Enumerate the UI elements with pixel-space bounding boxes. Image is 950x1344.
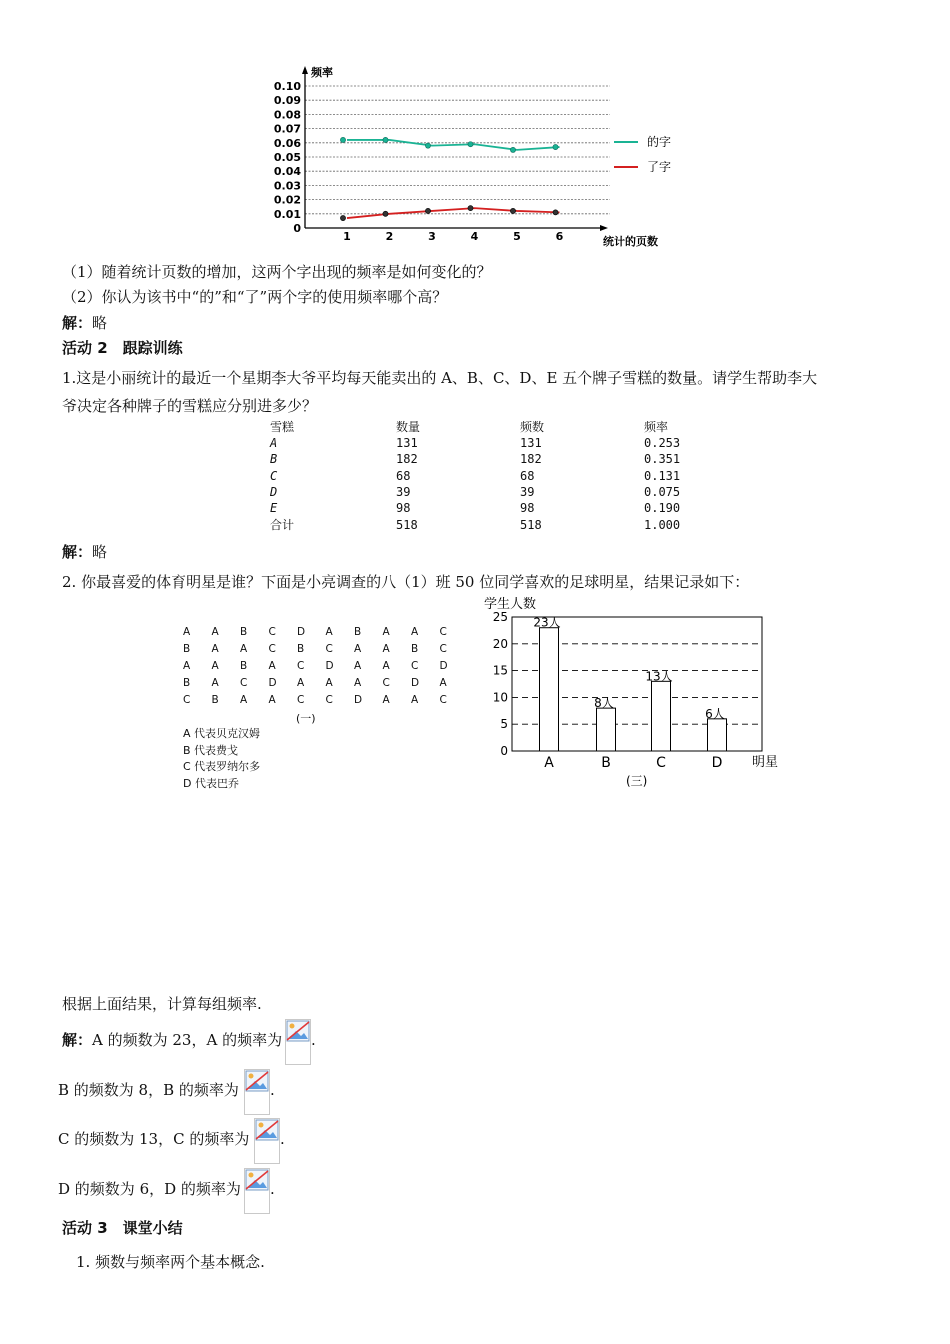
bar-y-tick-label: 10 (492, 690, 508, 705)
y-tick-label: 0.08 (273, 108, 301, 122)
table-cell: D (270, 485, 278, 500)
data-point (425, 143, 430, 148)
line-chart-series (340, 137, 559, 220)
table-cell: 39 (520, 485, 535, 500)
solution-a-period: . (311, 1031, 316, 1049)
bar-A (540, 628, 559, 751)
data-point (510, 147, 515, 152)
table-cell: 0.253 (644, 436, 681, 451)
solution-b: B 的频数为 8，B 的频率为 (58, 1081, 239, 1099)
table-cell: B (270, 452, 278, 467)
survey-row (183, 694, 468, 711)
bar-data-label: 13人 (645, 669, 673, 684)
data-point (510, 208, 515, 213)
table-cell: E (270, 501, 278, 516)
table-cell: 0.190 (644, 501, 681, 516)
survey-letter: B (183, 677, 191, 689)
table-row (270, 451, 724, 467)
table-cell: 数量 (396, 420, 421, 434)
solution-b-period: . (270, 1081, 275, 1099)
series-line-le (347, 208, 560, 218)
solution-d-period: . (270, 1180, 275, 1198)
x-tick-label: 4 (470, 230, 479, 243)
data-point (553, 210, 558, 215)
table-cell: 1.000 (644, 517, 681, 532)
survey-letter: A (439, 677, 447, 689)
survey-letter: B (411, 643, 419, 655)
survey-row (183, 643, 468, 660)
x-tick-label: 6 (555, 230, 564, 243)
legend-label-le: 了字 (647, 160, 672, 174)
bar-category-label: B (601, 755, 611, 771)
table-cell: 131 (396, 436, 418, 451)
bar-data-label: 8人 (594, 696, 614, 711)
survey-row (183, 626, 468, 643)
table-row (270, 500, 724, 516)
table-cell: 雪糕 (270, 420, 295, 434)
solution-a-text: A 的频数为 23，A 的频率为 (92, 1031, 283, 1049)
problem-2: 2. 你最喜爱的体育明星是谁？下面是小亮调查的八（1）班 50 位同学喜欢的足球明星，结果记录如下： (62, 573, 750, 591)
table-cell: 0.075 (644, 485, 681, 500)
survey-letter: D (325, 660, 334, 672)
data-point (425, 208, 430, 213)
x-tick-label: 5 (513, 230, 521, 243)
survey-row (183, 677, 468, 694)
survey-letter: A (297, 677, 305, 689)
survey-letter: C (297, 660, 305, 672)
line-chart-legend (614, 135, 671, 174)
frequency-line-chart (0, 0, 950, 260)
bar-chart-y-ticks (493, 610, 508, 758)
bar-y-tick-label: 5 (500, 717, 508, 732)
survey-letter: C (411, 660, 419, 672)
y-tick-label: 0.07 (273, 122, 301, 136)
survey-letter: A (354, 660, 362, 672)
table-cell: A (270, 436, 278, 451)
survey-legend-item: A 代表贝克汉姆 (183, 727, 261, 740)
broken-image-icon (245, 1169, 269, 1191)
survey-letter: A (411, 694, 419, 706)
survey-letter: C (268, 626, 276, 638)
survey-letter: A (382, 660, 390, 672)
survey-letter: C (297, 694, 305, 706)
survey-letter: C (240, 677, 248, 689)
data-point (383, 137, 388, 142)
y-tick-label: 0.02 (273, 193, 301, 207)
y-tick-label: 0 (293, 222, 301, 235)
solution-a-label: 解： (62, 1031, 93, 1049)
y-axis-arrow (302, 66, 308, 74)
survey-letter: D (411, 677, 420, 689)
survey-letter: A (240, 643, 248, 655)
solution-c: C 的频数为 13，C 的频率为 (58, 1130, 250, 1148)
bar-data-label: 23人 (533, 615, 561, 630)
table-cell: 131 (520, 436, 542, 451)
legend-label-de: 的字 (647, 135, 672, 149)
bar-y-tick-label: 0 (500, 744, 508, 758)
survey-letter: D (268, 677, 277, 689)
bar-category-label: A (544, 755, 554, 771)
question-1: （1）随着统计页数的增加，这两个字出现的频率是如何变化的？ (62, 263, 492, 281)
survey-letter: B (240, 660, 248, 672)
table-cell: 182 (520, 452, 542, 467)
survey-letter: A (183, 626, 191, 638)
table-cell: 合计 (270, 518, 295, 533)
survey-letter: A (382, 694, 390, 706)
solution-a (62, 1030, 282, 1050)
survey-legend-item: C 代表罗纳尔多 (183, 760, 261, 773)
data-point (468, 206, 473, 211)
survey-letter: A (354, 643, 362, 655)
y-tick-label: 0.01 (273, 207, 301, 221)
survey-letter: D (297, 626, 306, 638)
survey-letter: A (325, 677, 333, 689)
survey-letter: A (382, 643, 390, 655)
problem-1-line-2: 爷决定各种牌子的雪糕应分别进多少？ (62, 397, 318, 415)
bar-chart-caption: (三) (626, 774, 648, 788)
survey-letter: B (211, 694, 219, 706)
bar-C (652, 681, 671, 751)
survey-letter: A (268, 694, 276, 706)
line-chart-x-ticks (343, 230, 564, 243)
bar-data-label: 6人 (705, 706, 725, 721)
table-cell: 98 (520, 501, 535, 516)
survey-letter: C (382, 677, 390, 689)
table-cell: 68 (396, 468, 411, 483)
survey-letter: A (211, 677, 219, 689)
survey-legend-item: B 代表费戈 (183, 743, 239, 757)
missing-formula-image-b (244, 1069, 270, 1115)
icecream-table-body (270, 418, 724, 533)
table-row (270, 516, 724, 533)
survey-letter: A (382, 626, 390, 638)
x-axis-arrow (600, 225, 608, 231)
survey-letter: A (240, 694, 248, 706)
calc-instruction: 根据上面结果，计算每组频率. (62, 995, 262, 1013)
survey-letter: C (439, 643, 447, 655)
bar-D (708, 719, 727, 751)
data-point (340, 215, 345, 220)
broken-image-icon (286, 1020, 310, 1042)
survey-letter: A (325, 626, 333, 638)
data-point (553, 144, 558, 149)
x-axis-label: 统计的页数 (603, 235, 658, 248)
bar-x-axis-label: 明星 (752, 755, 779, 770)
bar-y-tick-label: 20 (492, 636, 508, 651)
table-cell: 0.351 (644, 452, 681, 467)
activity-3-title: 活动 3 课堂小结 (62, 1219, 183, 1237)
answer-1 (62, 313, 107, 333)
missing-formula-image-a (285, 1019, 311, 1065)
icecream-table (270, 418, 724, 533)
survey-letter: C (439, 626, 447, 638)
bar-category-label: C (656, 755, 666, 771)
solution-d: D 的频数为 6，D 的频率为 (58, 1180, 241, 1198)
table-cell: 518 (396, 517, 418, 532)
bar-chart-bars (533, 616, 726, 771)
bar-y-axis-label: 学生人数 (484, 597, 537, 612)
y-tick-label: 0.10 (273, 80, 301, 93)
survey-letter: A (211, 660, 219, 672)
line-chart-y-ticks (274, 80, 301, 235)
survey-letter: A (211, 626, 219, 638)
solution-c-period: . (280, 1130, 285, 1148)
survey-letter: D (439, 660, 448, 672)
table-cell: 518 (520, 517, 542, 532)
y-tick-label: 0.04 (273, 165, 301, 179)
line-chart-grid (305, 86, 610, 214)
table-row (270, 468, 724, 484)
data-point (340, 137, 345, 142)
survey-letter: C (325, 694, 333, 706)
answer-2-text: 略 (92, 543, 108, 561)
survey-letter: C (439, 694, 447, 706)
survey-letter: B (354, 626, 362, 638)
survey-letter: A (211, 643, 219, 655)
missing-formula-image-c (254, 1118, 280, 1164)
survey-legend-item: D 代表巴乔 (183, 776, 239, 790)
table-header-row (270, 418, 724, 435)
question-2: （2）你认为该书中“的”和“了”两个字的使用频率哪个高？ (62, 288, 448, 306)
survey-letter: A (183, 660, 191, 672)
bar-category-label: D (711, 755, 723, 771)
x-tick-label: 3 (428, 230, 436, 243)
y-tick-label: 0.09 (273, 94, 301, 108)
x-tick-label: 2 (385, 230, 394, 243)
missing-formula-image-d (244, 1168, 270, 1214)
bar-y-tick-label: 15 (492, 663, 508, 678)
survey-letter: C (325, 643, 333, 655)
data-point (383, 211, 388, 216)
answer-1-label: 解： (62, 314, 93, 332)
survey-letter: C (183, 694, 191, 706)
survey-letter: A (354, 677, 362, 689)
survey-letter: C (268, 643, 276, 655)
student-count-bar-chart (470, 590, 790, 795)
summary-item-1: 1. 频数与频率两个基本概念. (76, 1253, 265, 1271)
broken-image-icon (245, 1070, 269, 1092)
broken-image-icon (255, 1119, 279, 1141)
y-tick-label: 0.03 (273, 179, 301, 193)
table-cell: 频数 (520, 420, 545, 434)
table-cell: 频率 (644, 420, 669, 434)
answer-2-label: 解： (62, 543, 93, 561)
survey-letter: D (354, 694, 363, 706)
survey-letter-grid (183, 626, 468, 711)
survey-letter: A (411, 626, 419, 638)
table-cell: 0.131 (644, 468, 681, 483)
survey-legend (183, 726, 260, 792)
x-tick-label: 1 (343, 230, 351, 243)
table-cell: C (270, 468, 278, 483)
table-row (270, 435, 724, 451)
survey-letter: B (297, 643, 305, 655)
table-cell: 39 (396, 485, 411, 500)
bar-B (597, 708, 616, 751)
survey-letter: B (240, 626, 248, 638)
survey-caption: (一) (296, 712, 316, 725)
table-row (270, 484, 724, 500)
answer-1-text: 略 (92, 314, 108, 332)
bar-y-tick-label: 25 (492, 610, 508, 624)
table-cell: 98 (396, 501, 411, 516)
answer-2 (62, 542, 107, 562)
y-tick-label: 0.06 (273, 136, 301, 150)
activity-2-title: 活动 2 跟踪训练 (62, 339, 183, 357)
table-cell: 182 (396, 452, 418, 467)
survey-letter: A (268, 660, 276, 672)
data-point (468, 142, 473, 147)
table-cell: 68 (520, 468, 535, 483)
y-axis-label: 频率 (311, 66, 333, 79)
y-tick-label: 0.05 (273, 151, 301, 164)
survey-letter: B (183, 643, 191, 655)
survey-row (183, 660, 468, 677)
series-line-de (347, 140, 560, 150)
problem-1-line-1: 1.这是小丽统计的最近一个星期李大爷平均每天能卖出的 A、B、C、D、E 五个牌子雪糕的数量。请学生帮助李大 (62, 369, 818, 387)
